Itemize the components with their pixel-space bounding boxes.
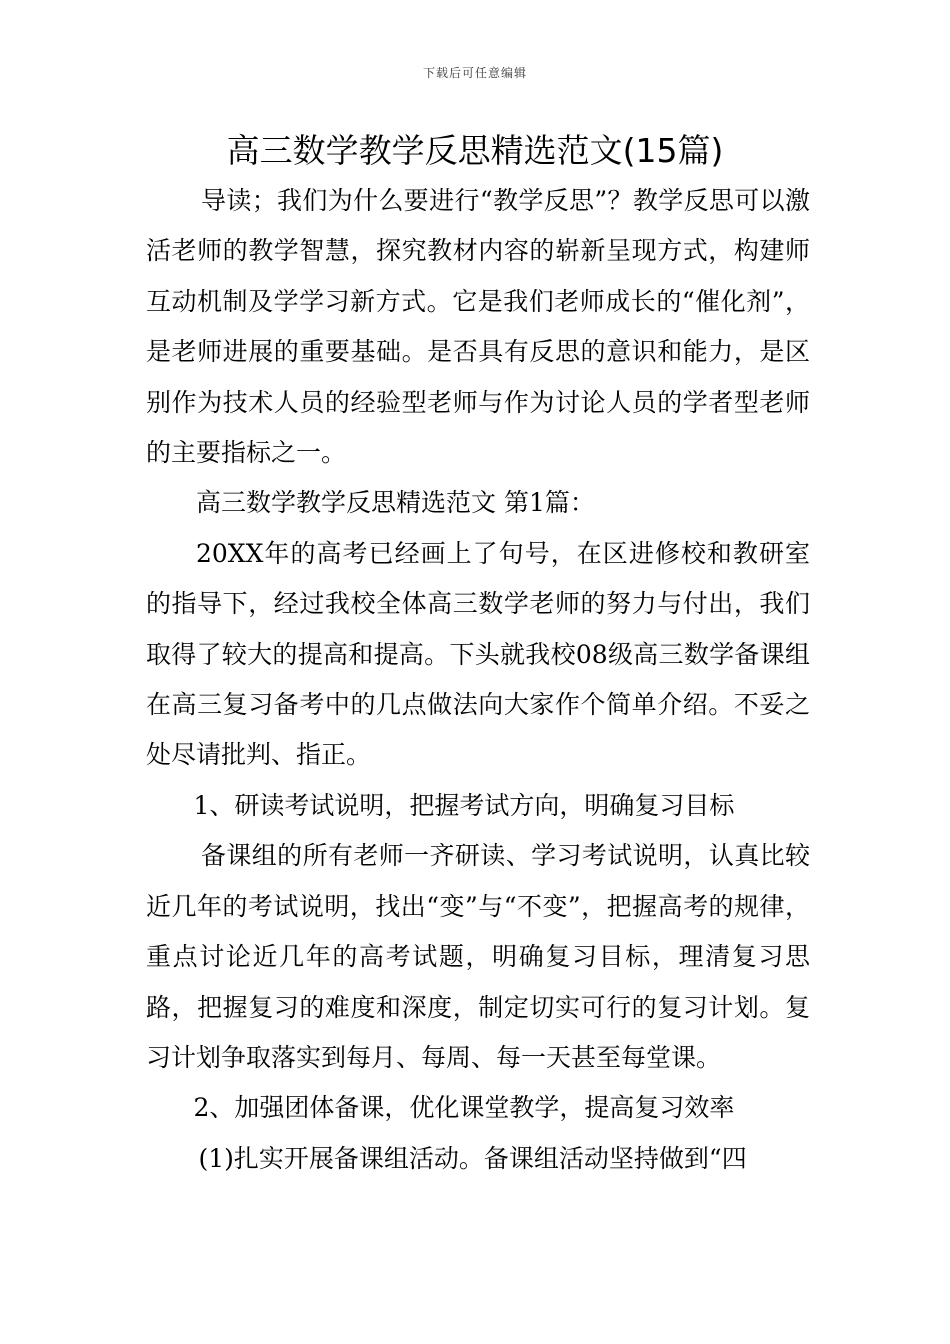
body-paragraph: 20XX年的高考已经画上了句号，在区进修校和教研室的指导下，经过我校全体高三数学老师的努力与付出，我们取得了较大的提高和提高。下头就我校08级高三数学备课组在高三复习备考中的几点做法向大家作个简单介绍。不妥之处尽请批判、指正。 — [146, 538, 810, 770]
sub-point-paragraph: (1)扎实开展备课组活动。备课组活动坚持做到“四 — [198, 1143, 747, 1173]
body-paragraph: 备课组的所有老师一齐研读、学习考试说明，认真比较近几年的考试说明，找出“变”与“不变”，把握高考的规律，重点讨论近几年的高考试题，明确复习目标，理清复习思路，把握复习的难度和深度，制定切实可行的复习计划。复习计划争取落实到每月、每周、每一天甚至每堂课。 — [146, 841, 810, 1072]
document-title: 高三数学教学反思精选范文(15篇) — [226, 131, 724, 170]
section-heading: 高三数学教学反思精选范文 第1篇： — [196, 488, 595, 518]
point-heading: 1、研读考试说明，把握考试方向，明确复习目标 — [193, 790, 735, 820]
header-note: 下载后可任意编辑 — [422, 66, 527, 80]
intro-paragraph: 导读；我们为什么要进行“教学反思”？教学反思可以激活老师的教学智慧，探究教材内容的崭新呈现方式，构建师互动机制及学学习新方式。它是我们老师成长的“催化剂”，是老师进展的重要基础。是否具有反思的意识和能力，是区别作为技术人员的经验型老师与作为讨论人员的学者型老师的主要指标之一。 — [146, 186, 810, 468]
document-body — [146, 176, 810, 1184]
point-heading: 2、加强团体备课，优化课堂教学，提高复习效率 — [193, 1093, 735, 1123]
